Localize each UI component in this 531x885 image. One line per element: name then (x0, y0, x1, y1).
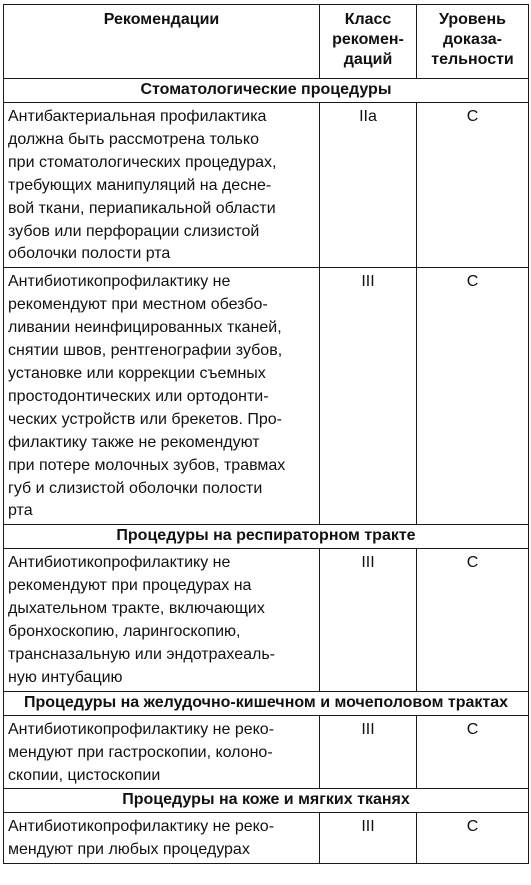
recommendation-line: трансназальную или эндотрахеаль- (8, 645, 275, 663)
recommendation-class: IIa (320, 103, 417, 268)
recommendation-class: III (320, 715, 417, 789)
recommendation-line: снятии швов, рентгенографии зубов, (8, 342, 283, 360)
section-header-row (4, 789, 529, 813)
recommendation-line: Антибиотикопрофилактику не реко- (8, 720, 275, 738)
recommendation-line: требующих манипуляций на десне- (8, 176, 272, 194)
evidence-level: C (417, 715, 529, 789)
recommendation-line: рекомендуют при местном обезбо- (8, 296, 268, 314)
recommendation-line: бронхоскопию, ларингоскопию, (8, 623, 241, 641)
recommendation-line: губ и слизистой оболочки полости (8, 479, 263, 497)
recommendation-line: ную интубацию (8, 668, 123, 686)
section-title: Процедуры на желудочно-кишечном и мочеполовом трактах (4, 691, 529, 715)
recommendation-text (4, 268, 320, 525)
recommendation-text (4, 813, 320, 864)
recommendation-line: оболочки полости рта (8, 245, 171, 263)
recommendation-line: рта (8, 502, 33, 520)
recommendations-table (3, 4, 529, 864)
table-row (4, 103, 529, 268)
section-header-row (4, 525, 529, 549)
recommendation-line: мендуют при гастроскопии, колоно- (8, 743, 273, 761)
evidence-level: C (417, 813, 529, 864)
recommendation-line: вой ткани, периапикальной области (8, 199, 276, 217)
header-recommendations: Рекомендации (4, 5, 320, 79)
section-header-row (4, 691, 529, 715)
recommendation-class: III (320, 813, 417, 864)
header-evidence-level: Уровень доказа- тельности (417, 5, 529, 79)
header-class: Класс рекомен- даций (320, 5, 417, 79)
recommendation-text (4, 549, 320, 691)
recommendation-line: скопии, цистоскопии (8, 766, 161, 784)
recommendation-line: Антибиотикопрофилактику не реко- (8, 818, 275, 836)
table-header-row (4, 5, 529, 79)
recommendation-text (4, 715, 320, 789)
recommendation-line: филактику также не рекомендуют (8, 433, 260, 451)
table-row (4, 549, 529, 691)
recommendation-line: Антибиотикопрофилактику не (8, 554, 231, 572)
recommendation-line: ливании неинфицированных тканей, (8, 319, 282, 337)
recommendation-line: Антибактериальная профилактика (8, 108, 267, 125)
recommendation-line: Антибиотикопрофилактику не (8, 273, 231, 291)
evidence-level: C (417, 549, 529, 691)
table-row (4, 268, 529, 525)
recommendation-line: зубов или перфорации слизистой (8, 222, 260, 240)
evidence-level: C (417, 103, 529, 268)
recommendation-text (4, 103, 320, 268)
evidence-level: C (417, 268, 529, 525)
section-title: Процедуры на респираторном тракте (4, 525, 529, 549)
section-title: Стоматологические процедуры (4, 79, 529, 103)
recommendation-class: III (320, 549, 417, 691)
recommendation-line: мендуют при любых процедурах (8, 841, 250, 859)
table-row (4, 813, 529, 864)
section-header-row (4, 79, 529, 103)
recommendation-line: дыхательном тракте, включающих (8, 600, 265, 618)
table-body (4, 79, 529, 864)
recommendation-line: при стоматологических процедурах, (8, 153, 277, 171)
recommendation-line: рекомендуют при процедурах на (8, 577, 252, 595)
recommendation-line: простодонтических или ортодонти- (8, 387, 269, 405)
recommendation-line: ческих устройств или брекетов. Про- (8, 410, 282, 428)
section-title: Процедуры на коже и мягких тканях (4, 789, 529, 813)
recommendation-line: должна быть рассмотрена только (8, 130, 259, 148)
table-row (4, 715, 529, 789)
recommendation-class: III (320, 268, 417, 525)
recommendation-line: установке или коррекции съемных (8, 364, 266, 382)
recommendation-line: при потере молочных зубов, травмах (8, 456, 286, 474)
